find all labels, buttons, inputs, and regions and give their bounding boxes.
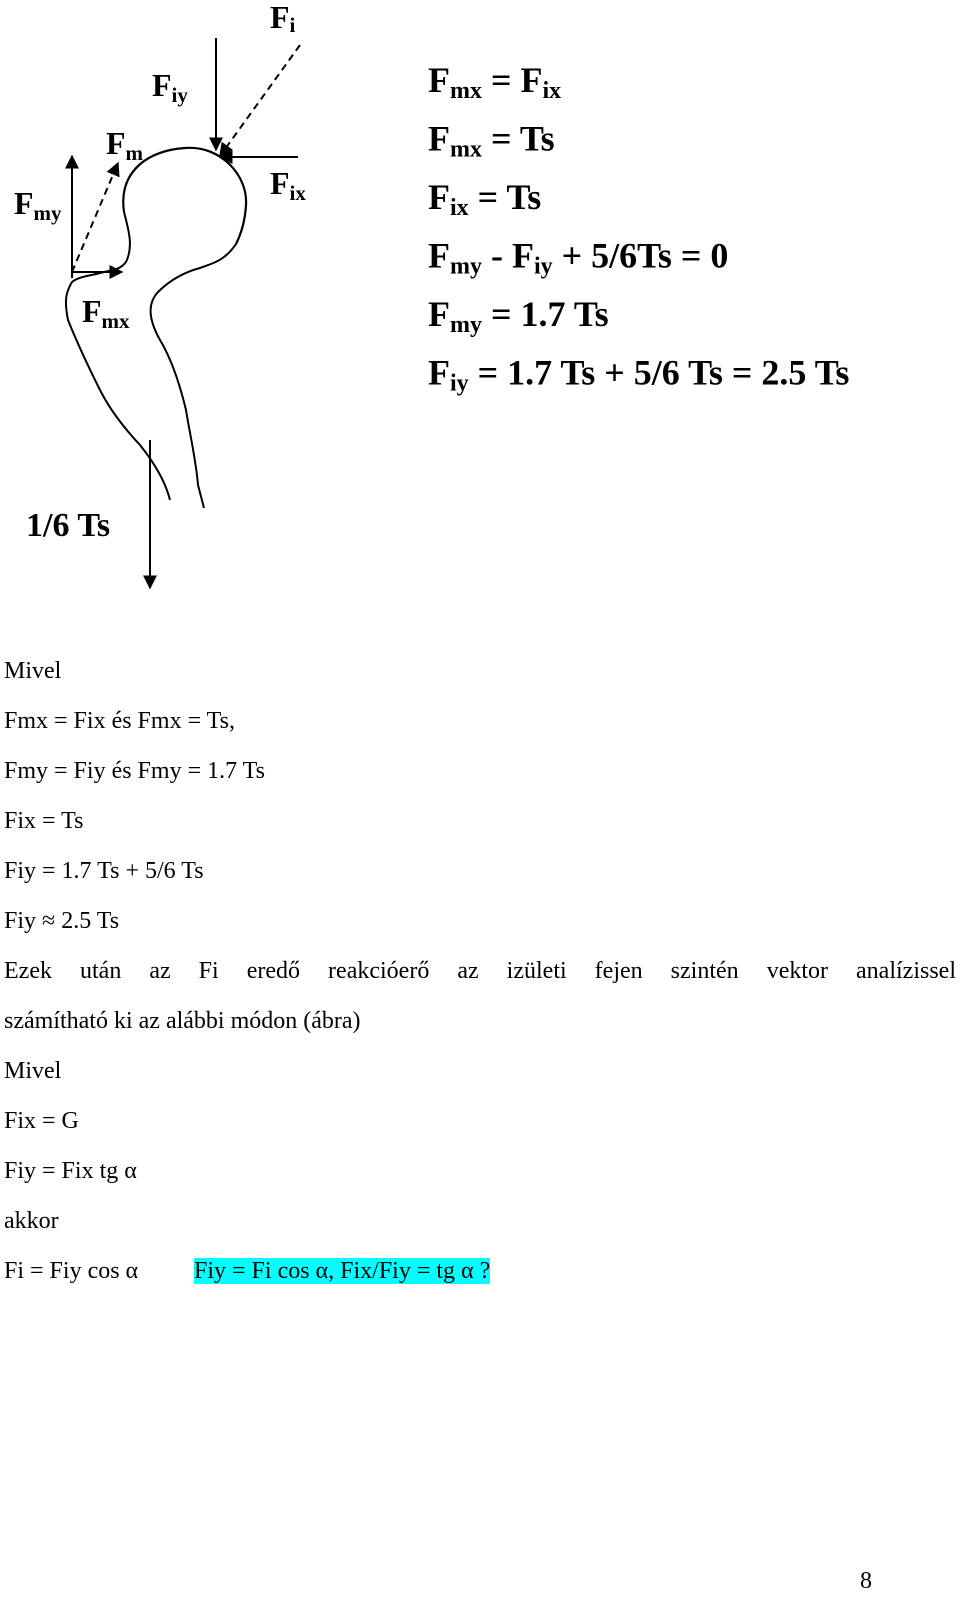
equation-line: Fmy - Fiy + 5/6Ts = 0 — [428, 235, 729, 280]
equation-line: Fix = Ts — [428, 177, 542, 221]
text-line: Fix = Ts — [4, 808, 84, 834]
text-line: Fmx = Fix és Fmx = Ts, — [4, 708, 235, 734]
equation-line: Fmy = 1.7 Ts — [428, 294, 609, 338]
label-fiy: Fiy — [152, 67, 188, 107]
text-line: Fix = G — [4, 1108, 79, 1134]
fi-vector — [220, 45, 300, 156]
equation-line: Fmx = Fix — [428, 60, 562, 104]
label-fix: Fix — [270, 165, 306, 205]
body-text — [4, 654, 956, 1304]
formula-fi: Fi = Fiy cos α — [4, 1258, 139, 1284]
text-line: akkor — [4, 1208, 59, 1234]
text-line: Mivel — [4, 1058, 62, 1084]
label-fi: Fi — [270, 0, 296, 37]
label-fmx: Fmx — [82, 293, 130, 333]
bone-neck-left — [66, 212, 170, 500]
text-line: Fiy ≈ 2.5 Ts — [4, 908, 120, 934]
text-line-last — [4, 1254, 956, 1304]
fm-vector — [72, 163, 118, 272]
equation-line: Fmx = Ts — [428, 118, 555, 163]
label-fmy: Fmy — [14, 185, 62, 225]
label-fm: Fm — [106, 125, 144, 165]
label-ts-sixth: 1/6 Ts — [26, 507, 111, 544]
equation-line: Fiy = 1.7 Ts + 5/6 Ts = 2.5 Ts — [428, 352, 850, 397]
page-number: 8 — [860, 1568, 872, 1594]
text-line: Mivel — [4, 658, 62, 684]
text-line: Fiy = 1.7 Ts + 5/6 Ts — [4, 858, 204, 884]
force-diagram — [0, 0, 960, 620]
text-line: Ezek után az Fi eredő reakcióerő az izületi fejen szintén vektor analízissel — [4, 958, 956, 984]
bone-neck-right — [151, 244, 236, 508]
text-line: Fiy = Fix tg α — [4, 1158, 137, 1184]
text-line: számítható ki az alábbi módon (ábra) — [4, 1008, 361, 1034]
text-line: Fmy = Fiy és Fmy = 1.7 Ts — [4, 758, 265, 784]
highlighted-question: Fiy = Fi cos α, Fix/Fiy = tg α ? — [194, 1258, 491, 1284]
equations — [428, 60, 849, 397]
